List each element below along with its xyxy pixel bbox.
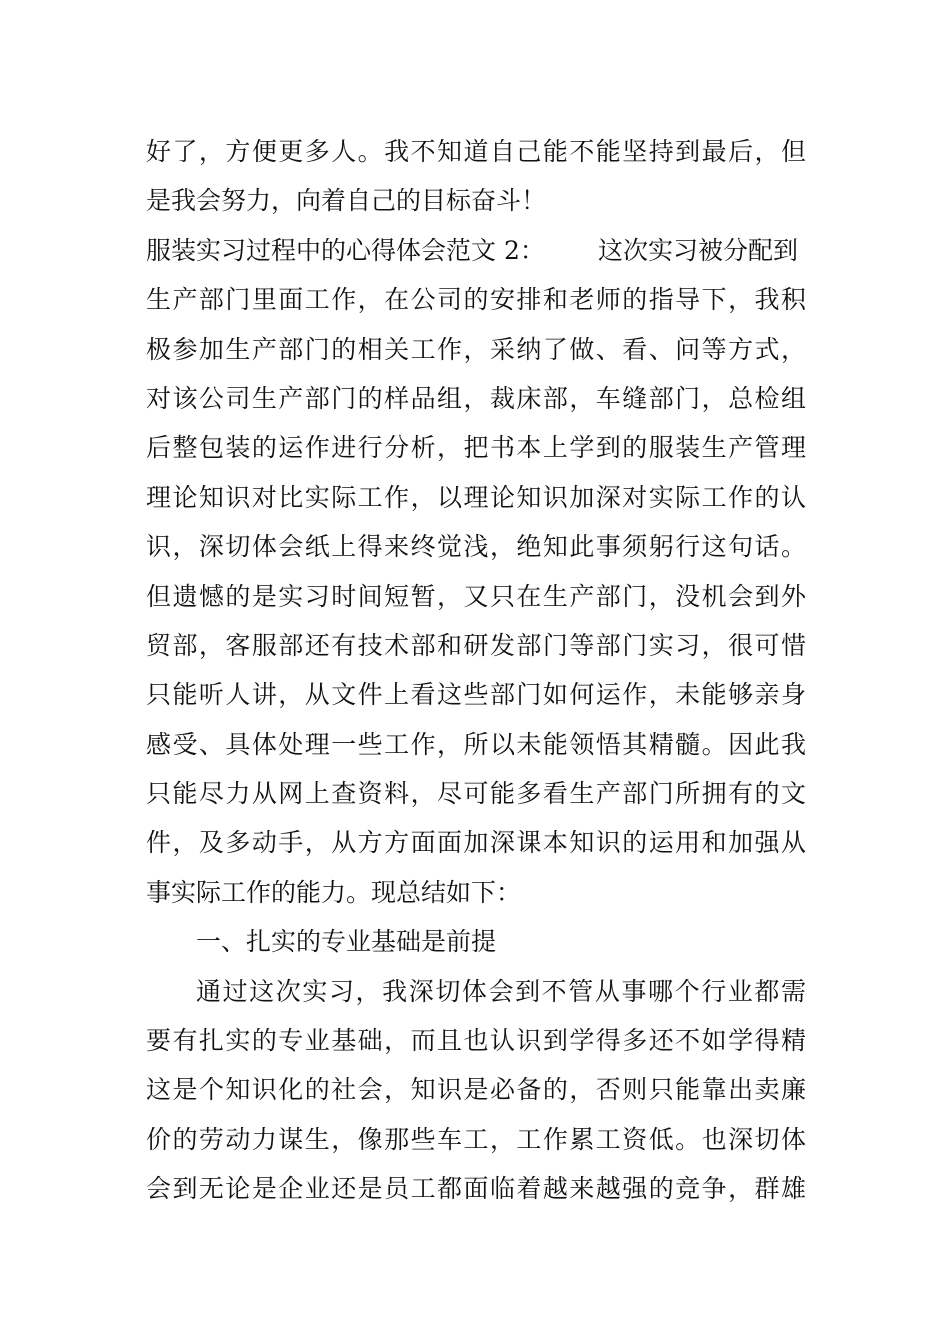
document-body	[146, 127, 806, 1214]
text-line: 生产部门里面工作，在公司的安排和老师的指导下，我积	[146, 285, 806, 315]
text-line: 只能听人讲，从文件上看这些部门如何运作，未能够亲身	[146, 680, 806, 710]
subheading: 一、扎实的专业基础是前提	[196, 927, 497, 957]
text-line: 但遗憾的是实习时间短暂，又只在生产部门，没机会到外	[146, 581, 806, 611]
text-line: 这是个知识化的社会，知识是必备的，否则只能靠出卖廉	[146, 1075, 806, 1105]
text-line: 识，深切体会纸上得来终觉浅，绝知此事须躬行这句话。	[146, 532, 806, 562]
text-line: 后整包装的运作进行分析，把书本上学到的服装生产管理	[146, 433, 806, 463]
text-line: 价的劳动力谋生，像那些车工，工作累工资低。也深切体	[146, 1124, 806, 1154]
text-line: 极参加生产部门的相关工作，采纳了做、看、问等方式，	[146, 334, 806, 364]
text-line: 会到无论是企业还是员工都面临着越来越强的竞争，群雄	[146, 1174, 806, 1204]
text-line: 件，及多动手，从方方面面加深课本知识的运用和加强从	[146, 828, 806, 858]
text-line: 通过这次实习，我深切体会到不管从事哪个行业都需	[196, 976, 806, 1006]
section-heading: 服装实习过程中的心得体会范文 2：	[146, 235, 545, 265]
paragraph-start: 这次实习被分配到	[598, 235, 799, 265]
text-line: 理论知识对比实际工作，以理论知识加深对实际工作的认	[146, 482, 806, 512]
text-line: 事实际工作的能力。现总结如下：	[146, 877, 522, 907]
section-heading-line	[146, 226, 806, 275]
text-line: 贸部，客服部还有技术部和研发部门等部门实习，很可惜	[146, 630, 806, 660]
text-line: 感受、具体处理一些工作，所以未能领悟其精髓。因此我	[146, 729, 806, 759]
text-line: 对该公司生产部门的样品组，裁床部，车缝部门，总检组	[146, 383, 806, 413]
text-line: 是我会努力，向着自己的目标奋斗！	[146, 186, 547, 216]
text-line: 只能尽力从网上查资料，尽可能多看生产部门所拥有的文	[146, 779, 806, 809]
text-line: 好了，方便更多人。我不知道自己能不能坚持到最后，但	[146, 137, 806, 166]
text-line: 要有扎实的专业基础，而且也认识到学得多还不如学得精	[146, 1026, 806, 1056]
